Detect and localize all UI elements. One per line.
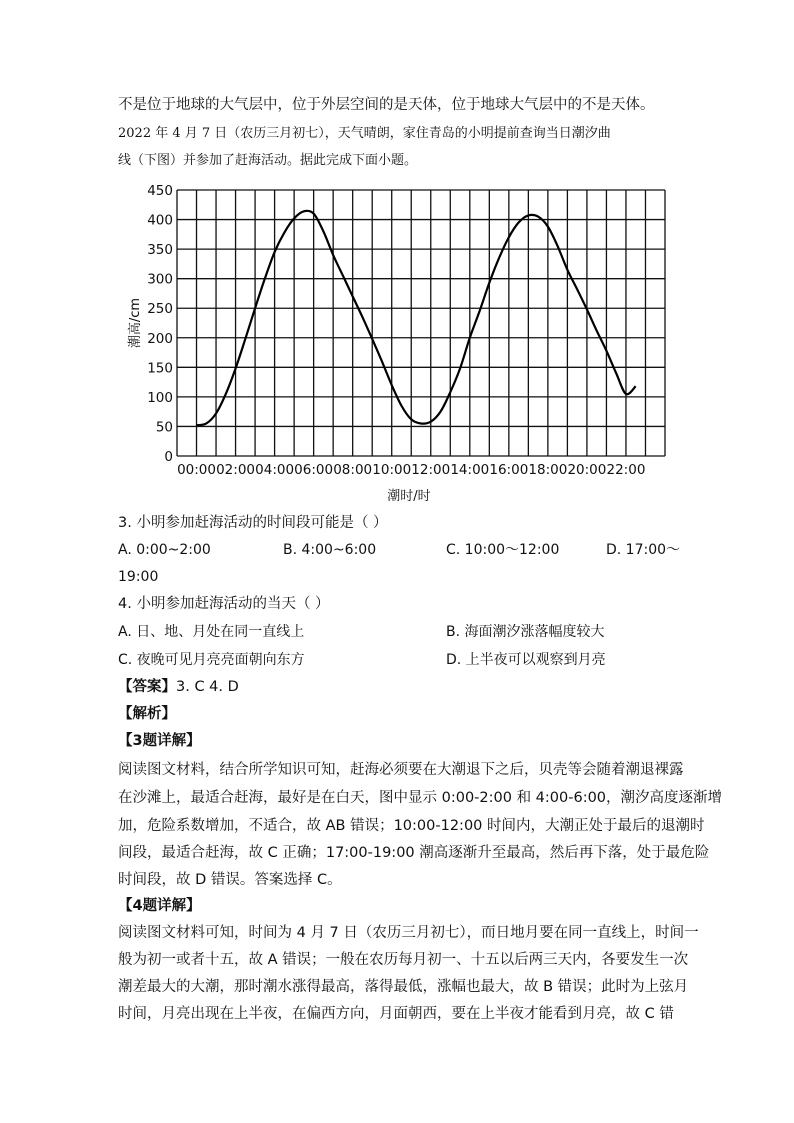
q3-stem: 3. 小明参加赶海活动的时间段可能是（ ） xyxy=(118,515,388,531)
x-tick-label: 00:00 xyxy=(177,462,216,478)
detail3-label: 【3题详解】 xyxy=(118,733,201,749)
tide-curve xyxy=(197,211,636,425)
x-axis-label: 潮时/时 xyxy=(387,489,431,504)
x-tick-label: 04:00 xyxy=(255,462,295,478)
q3-option-c: C. 10:00～12:00 xyxy=(446,542,560,558)
detail3-line-5: 时间段，故 D 错误。答案选择 C。 xyxy=(118,872,342,888)
x-tick-label: 22:00 xyxy=(606,462,646,478)
detail4-label: 【4题详解】 xyxy=(118,898,201,914)
answer-text: 3. C 4. D xyxy=(176,679,239,695)
y-tick-label: 100 xyxy=(147,389,173,406)
answer-row xyxy=(118,677,239,697)
answer-label: 【答案】 xyxy=(118,679,176,695)
material-line-2: 线（下图）并参加了赶海活动。据此完成下面小题。 xyxy=(118,153,418,168)
x-tick-label: 14:00 xyxy=(450,462,490,478)
x-tick-label: 06:00 xyxy=(294,462,334,478)
x-tick-label: 18:00 xyxy=(528,462,568,478)
q4-option-d: D. 上半夜可以观察到月亮 xyxy=(446,652,606,668)
x-tick-label: 12:00 xyxy=(411,462,451,478)
y-tick-label: 200 xyxy=(147,330,173,347)
y-tick-label: 350 xyxy=(147,242,173,259)
q3-option-d: D. 17:00～ xyxy=(606,542,681,558)
detail4-line-4: 时间，月亮出现在上半夜，在偏西方向，月面朝西，要在上半夜才能看到月亮，故 C 错 xyxy=(118,1006,674,1022)
y-tick-label: 50 xyxy=(155,419,173,436)
y-tick-label: 150 xyxy=(147,360,173,377)
x-tick-label: 16:00 xyxy=(489,462,529,478)
x-tick-label: 10:00 xyxy=(372,462,412,478)
detail3-line-4: 间段，最适合赶海，故 C 正确；17:00-19:00 潮高逐渐升至最高，然后再下落，处于最危险 xyxy=(118,845,710,861)
detail4-line-3: 潮差最大的大潮，那时潮水涨得最高，落得最低，涨幅也最大，故 B 错误；此时为上弦月 xyxy=(118,979,689,995)
detail3-line-3: 加，危险系数增加，不适合，故 AB 错误；10:00-12:00 时间内，大潮正处于最后的退潮时 xyxy=(118,818,705,834)
y-tick-label: 250 xyxy=(147,301,173,318)
y-axis-label: 潮高/cm xyxy=(128,297,143,349)
y-tick-label: 450 xyxy=(147,183,173,199)
material-line-1: 2022 年 4 月 7 日（农历三月初七），天气晴朗，家住青岛的小明提前查询当日潮汐曲 xyxy=(118,126,611,141)
q4-option-a: A. 日、地、月处在同一直线上 xyxy=(118,624,305,640)
q4-option-c: C. 夜晚可见月亮亮面朝向东方 xyxy=(118,652,305,668)
y-tick-label: 400 xyxy=(147,212,173,229)
y-tick-label: 0 xyxy=(164,449,173,465)
q3-option-d-continued: 19:00 xyxy=(118,569,159,585)
intro-text: 不是位于地球的大气层中，位于外层空间的是天体，位于地球大气层中的不是天体。 xyxy=(118,97,655,113)
x-tick-label: 02:00 xyxy=(216,462,256,478)
tide-chart xyxy=(120,180,680,510)
q4-option-b: B. 海面潮汐涨落幅度较大 xyxy=(446,624,605,640)
x-tick-label: 20:00 xyxy=(567,462,607,478)
q3-option-b: B. 4:00~6:00 xyxy=(283,542,377,558)
q4-stem: 4. 小明参加赶海活动的当天（ ） xyxy=(118,596,330,612)
analysis-label: 【解析】 xyxy=(118,706,176,722)
detail4-line-1: 阅读图文材料可知，时间为 4 月 7 日（农历三月初七），而日地月要在同一直线上，时间一 xyxy=(118,925,699,941)
y-tick-label: 300 xyxy=(147,271,173,288)
x-tick-label: 08:00 xyxy=(333,462,373,478)
detail3-line-1: 阅读图文材料，结合所学知识可知，赶海必须要在大潮退下之后，贝壳等会随着潮退裸露 xyxy=(118,762,684,778)
detail4-line-2: 般为初一或者十五，故 A 错误；一般在农历每月初一、十五以后两三天内，各要发生一次 xyxy=(118,952,689,968)
q3-option-a: A. 0:00~2:00 xyxy=(118,542,211,558)
detail3-line-2: 在沙滩上，最适合赶海，最好是在白天，图中显示 0:00-2:00 和 4:00-6:00，潮汐高度逐渐增 xyxy=(118,790,723,806)
